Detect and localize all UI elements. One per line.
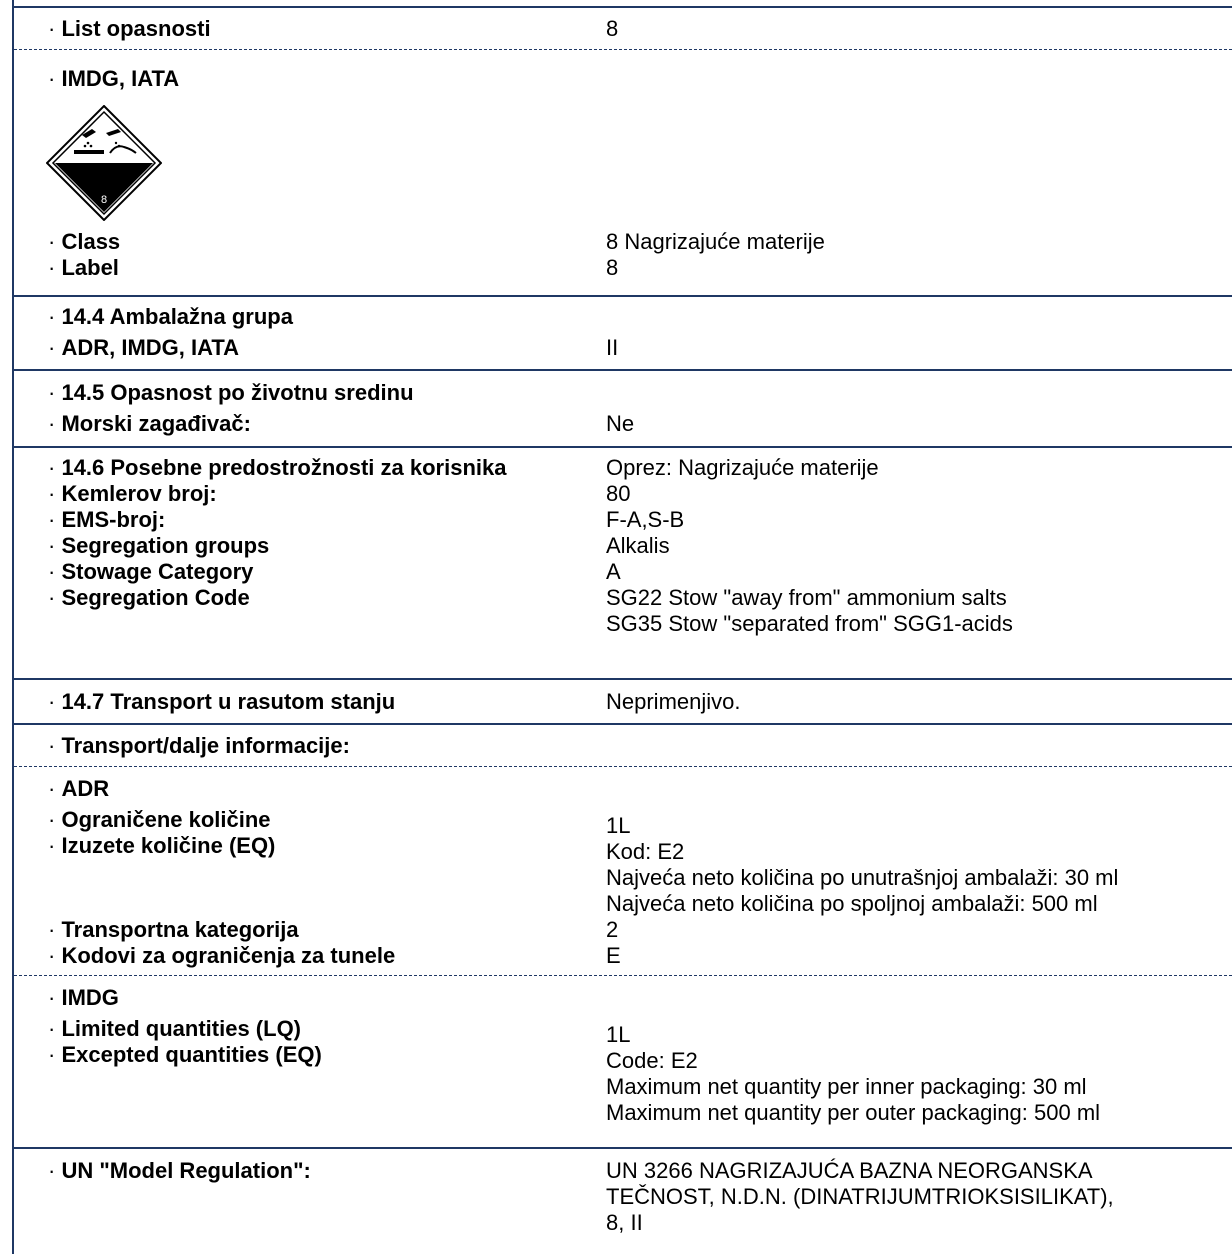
value-adr-tunnel: E <box>606 943 621 968</box>
separator <box>14 295 1232 297</box>
label-bulk: · 14.7 Transport u rasutom stanju <box>48 689 395 715</box>
label-stowage-category: · Stowage Category <box>48 559 253 585</box>
row-packing-group <box>14 335 1232 361</box>
row-adr-excepted-inner <box>14 865 1232 891</box>
value-un-model-1: UN 3266 NAGRIZAJUĆA BAZNA NEORGANSKA <box>606 1158 1093 1183</box>
value-adr-excepted-outer: Najveća neto količina po spoljnoj ambalaži: 500 ml <box>606 891 1098 916</box>
label-label: · Label <box>48 255 119 281</box>
value-adr-transport-category: 2 <box>606 917 619 942</box>
row-class <box>14 229 1232 255</box>
label-imdg-excepted: · Excepted quantities (EQ) <box>48 1042 322 1068</box>
row-kemler <box>14 481 1232 507</box>
value-adr-excepted-inner: Najveća neto količina po unutrašnjoj ambalaži: 30 ml <box>606 865 1119 890</box>
row-adr-heading <box>14 776 1232 802</box>
separator <box>14 369 1232 371</box>
row-environment-heading <box>14 380 1232 406</box>
value-label: 8 <box>606 255 619 280</box>
value-class: 8 Nagrizajuće materije <box>606 229 825 254</box>
value-segregation-code-2: SG35 Stow "separated from" SGG1-acids <box>606 611 1013 636</box>
separator <box>14 678 1232 680</box>
label-further-info: · Transport/dalje informacije: <box>48 733 350 759</box>
row-imdg-excepted-inner <box>14 1074 1232 1100</box>
value-adr-excepted: Kod: E2 <box>606 839 685 864</box>
row-imdg-excepted-outer <box>14 1100 1232 1126</box>
value-ems: F-A,S-B <box>606 507 685 532</box>
heading-imdg-iata: · IMDG, IATA <box>48 66 179 92</box>
top-border <box>12 6 1232 8</box>
label-adr-tunnel: · Kodovi za ograničenja za tunele <box>48 943 395 969</box>
label-class: · Class <box>48 229 120 255</box>
value-segregation-groups: Alkalis <box>606 533 670 558</box>
row-label <box>14 255 1232 281</box>
label-segregation-code: · Segregation Code <box>48 585 250 611</box>
heading-special-precautions: · 14.6 Posebne predostrožnosti za korisnika <box>48 455 506 481</box>
label-packing-group: · ADR, IMDG, IATA <box>48 335 239 361</box>
label-marine-pollutant: · Morski zagađivač: <box>48 411 251 437</box>
separator <box>14 1147 1232 1149</box>
corrosive-hazard-pictogram-icon <box>46 105 162 221</box>
value-un-model-3: 8, II <box>606 1210 643 1235</box>
separator <box>14 766 1232 767</box>
label-list-opasnosti: · List opasnosti <box>48 16 211 42</box>
row-list-opasnosti <box>14 16 1232 42</box>
row-bulk <box>14 689 1232 715</box>
row-adr-transport-category <box>14 917 1232 943</box>
label-imdg-limited: · Limited quantities (LQ) <box>48 1016 301 1042</box>
row-un-model-cont-1 <box>14 1184 1232 1210</box>
row-segregation-code-cont <box>14 611 1232 637</box>
value-imdg-limited: 1L <box>606 1022 631 1047</box>
row-segregation-code <box>14 585 1232 611</box>
row-precautions-heading <box>14 455 1232 481</box>
value-adr-limited: 1L <box>606 813 631 838</box>
row-marine-pollutant <box>14 411 1232 437</box>
row-imdg-heading <box>14 985 1232 1011</box>
heading-imdg: · IMDG <box>48 985 119 1011</box>
separator <box>14 723 1232 725</box>
row-ems <box>14 507 1232 533</box>
row-imdg-excepted <box>14 1042 1232 1073</box>
value-imdg-excepted-outer: Maximum net quantity per outer packaging: 500 ml <box>606 1100 1101 1125</box>
row-adr-excepted <box>14 833 1232 864</box>
label-kemler: · Kemlerov broj: <box>48 481 217 507</box>
row-stowage-category <box>14 559 1232 585</box>
placard-class-number: 8 <box>100 194 108 206</box>
row-adr-tunnel <box>14 943 1232 969</box>
value-list-opasnosti: 8 <box>606 16 619 41</box>
heading-adr: · ADR <box>48 776 109 802</box>
value-segregation-code-1: SG22 Stow "away from" ammonium salts <box>606 585 1007 610</box>
value-imdg-excepted-inner: Maximum net quantity per inner packaging: 30 ml <box>606 1074 1087 1099</box>
label-un-model: · UN "Model Regulation": <box>48 1158 311 1184</box>
row-further-info <box>14 733 1232 759</box>
separator <box>14 49 1232 50</box>
heading-packing-group: · 14.4 Ambalažna grupa <box>48 304 293 330</box>
row-packing-heading <box>14 304 1232 330</box>
heading-environment: · 14.5 Opasnost po životnu sredinu <box>48 380 414 406</box>
label-adr-limited: · Ograničene količine <box>48 807 271 833</box>
value-stowage-category: A <box>606 559 621 584</box>
label-ems: · EMS-broj: <box>48 507 165 533</box>
value-un-model-2: TEČNOST, N.D.N. (DINATRIJUMTRIOKSISILIKAT), <box>606 1184 1114 1209</box>
label-adr-excepted: · Izuzete količine (EQ) <box>48 833 275 859</box>
row-adr-limited <box>14 807 1232 838</box>
row-un-model <box>14 1158 1232 1184</box>
value-imdg-excepted: Code: E2 <box>606 1048 698 1073</box>
value-marine-pollutant: Ne <box>606 411 635 436</box>
value-packing-group: II <box>606 335 619 360</box>
row-imdg-limited <box>14 1016 1232 1047</box>
label-segregation-groups: · Segregation groups <box>48 533 269 559</box>
separator <box>14 446 1232 448</box>
separator <box>14 975 1232 976</box>
row-imdg-iata-heading <box>14 66 1232 92</box>
row-un-model-cont-2 <box>14 1210 1232 1236</box>
label-adr-transport-category: · Transportna kategorija <box>48 917 299 943</box>
value-kemler: 80 <box>606 481 631 506</box>
value-bulk: Neprimenjivo. <box>606 689 741 714</box>
row-segregation-groups <box>14 533 1232 559</box>
value-special-precautions: Oprez: Nagrizajuće materije <box>606 455 879 480</box>
row-adr-excepted-outer <box>14 891 1232 917</box>
